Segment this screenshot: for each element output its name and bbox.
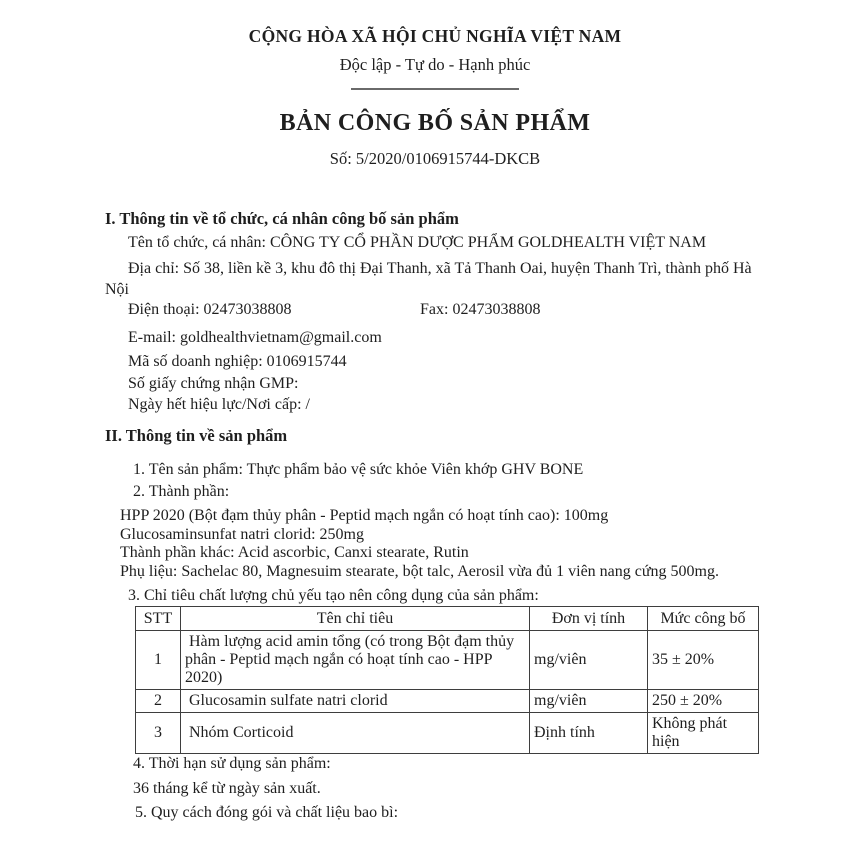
table-cell-declared-level: Không phát hiện — [648, 713, 759, 754]
email-line: E-mail: goldhealthvietnam@gmail.com — [128, 329, 382, 346]
composition-heading-line: 2. Thành phần: — [133, 483, 230, 500]
section-1-heading: I. Thông tin về tổ chức, cá nhân công bố sản phẩm — [105, 209, 459, 228]
org-name-line: Tên tổ chức, cá nhân: CÔNG TY CỔ PHẦN DƯỢC PHẨM GOLDHEALTH VIỆT NAM — [128, 234, 707, 251]
document-title: BẢN CÔNG BỐ SẢN PHẨM — [279, 110, 591, 136]
product-name-line: 1. Tên sản phẩm: Thực phẩm bảo vệ sức khỏe Viên khớp GHV BONE — [133, 461, 584, 478]
shelf-life-value-line: 36 tháng kể từ ngày sản xuất. — [133, 780, 321, 797]
section-2-heading: II. Thông tin về sản phẩm — [105, 426, 288, 445]
shelf-life-heading-line: 4. Thời hạn sử dụng sản phẩm: — [133, 755, 331, 772]
table-cell-stt: 1 — [136, 631, 181, 690]
table-cell-declared-level: 35 ± 20% — [648, 631, 759, 690]
gmp-expiry-line: Ngày hết hiệu lực/Nơi cấp: / — [128, 396, 310, 413]
table-header-criteria-name: Tên chỉ tiêu — [181, 607, 530, 631]
gmp-certificate-line: Số giấy chứng nhận GMP: — [128, 375, 299, 392]
table-header-stt: STT — [136, 607, 181, 631]
ingredient-line: Glucosaminsunfat natri clorid: 250mg — [120, 525, 364, 543]
ingredient-list — [120, 507, 780, 581]
fax-line: Fax: 02473038808 — [420, 301, 541, 318]
document-number: Số: 5/2020/0106915744-DKCB — [329, 149, 541, 168]
table-cell-unit: Định tính — [530, 713, 648, 754]
table-row — [136, 631, 759, 690]
phone-line: Điện thoại: 02473038808 — [128, 301, 292, 318]
ingredient-line: HPP 2020 (Bột đạm thủy phân - Peptid mạch ngắn có hoạt tính cao): 100mg — [120, 507, 609, 524]
ingredient-line: Thành phần khác: Acid ascorbic, Canxi stearate, Rutin — [120, 544, 469, 561]
quality-criteria-table — [135, 606, 759, 754]
table-cell-declared-level: 250 ± 20% — [648, 690, 759, 713]
address-line: Địa chỉ: Số 38, liền kề 3, khu đô thị Đại Thanh, xã Tả Thanh Oai, huyện Thanh Trì, thành phố Hà Nội — [105, 260, 752, 298]
table-header-declared-level: Mức công bố — [648, 607, 759, 631]
packaging-heading-line: 5. Quy cách đóng gói và chất liệu bao bì: — [135, 804, 399, 821]
table-row — [136, 713, 759, 754]
business-code-line: Mã số doanh nghiệp: 0106915744 — [128, 353, 347, 370]
table-header-unit: Đơn vị tính — [530, 607, 648, 631]
header-separator-rule — [351, 88, 519, 90]
table-cell-criteria-name: Glucosamin sulfate natri clorid — [181, 690, 530, 713]
table-cell-unit: mg/viên — [530, 631, 648, 690]
ingredient-line: Phụ liệu: Sachelac 80, Magnesuim stearate, bột talc, Aerosil vừa đủ 1 viên nang cứng 500mg. — [120, 562, 719, 580]
table-row — [136, 690, 759, 713]
quality-criteria-heading-line: 3. Chỉ tiêu chất lượng chủ yếu tạo nên công dụng của sản phẩm: — [128, 587, 539, 604]
national-header-motto: Độc lập - Tự do - Hạnh phúc — [339, 55, 531, 74]
national-header — [105, 26, 765, 169]
national-header-country: CỘNG HÒA XÃ HỘI CHỦ NGHĨA VIỆT NAM — [248, 26, 622, 46]
table-cell-stt: 2 — [136, 690, 181, 713]
table-cell-criteria-name: Hàm lượng acid amin tổng (có trong Bột đạm thủy phân - Peptid mạch ngắn có hoạt tính cao - HPP 2020) — [181, 631, 530, 690]
table-header-row — [136, 607, 759, 631]
table-cell-stt: 3 — [136, 713, 181, 754]
table-cell-criteria-name: Nhóm Corticoid — [181, 713, 530, 754]
table-cell-unit: mg/viên — [530, 690, 648, 713]
